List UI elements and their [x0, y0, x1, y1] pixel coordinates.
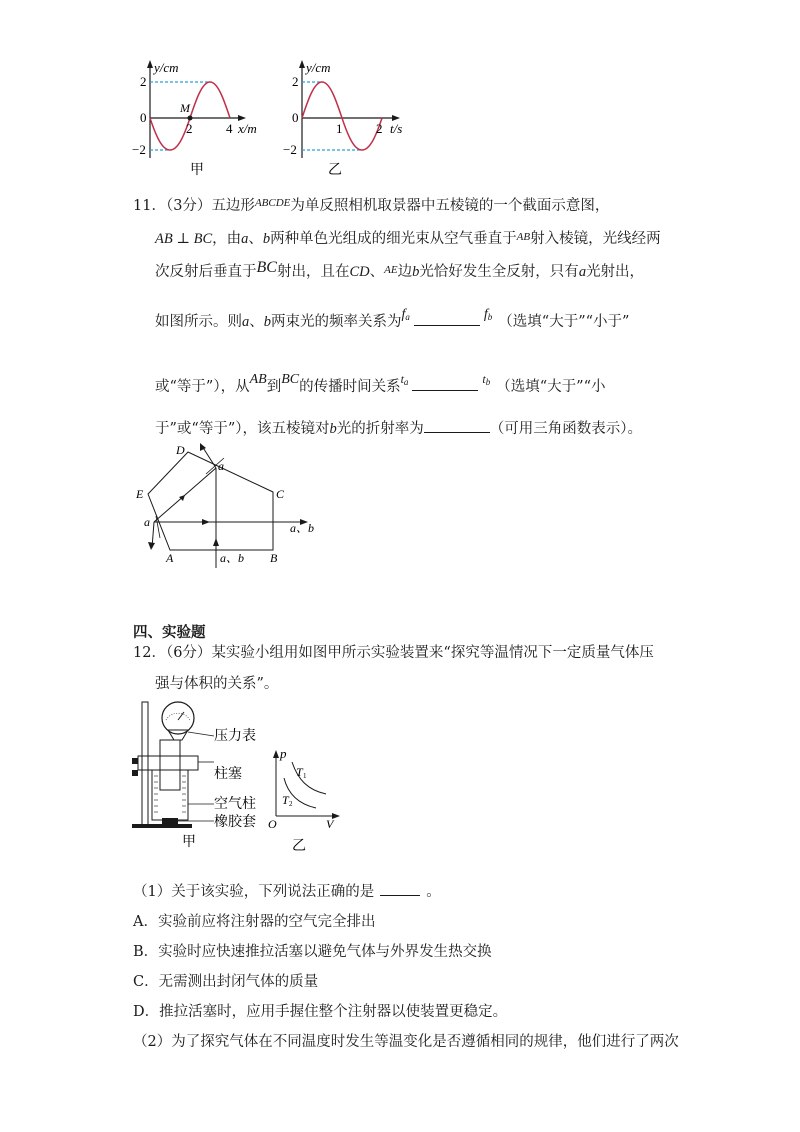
- label-d: D: [176, 443, 185, 457]
- tick-x-1: 1: [336, 121, 343, 136]
- label-a: A: [166, 551, 174, 565]
- tick-y-2: 2: [292, 74, 299, 89]
- q12-option-c: C．无需测出封闭气体的质量: [133, 974, 319, 990]
- tick-y-2: 2: [140, 74, 147, 89]
- q12-line2: 强与体积的关系”。: [155, 676, 279, 692]
- label-gauge: 压力表: [214, 729, 256, 744]
- exit-arrow-inner: [202, 519, 210, 525]
- tick-y-0: 0: [140, 110, 147, 125]
- syringe-barrel: [152, 770, 188, 820]
- escape-ray-top: [202, 446, 216, 468]
- x-label: x/m: [238, 121, 257, 136]
- label-plunger: 柱塞: [214, 767, 242, 782]
- label-c: C: [276, 487, 285, 501]
- label-t2: T: [282, 793, 289, 807]
- q11-line2: AB ⊥ BC，由a、b两种单色光组成的细光束从空气垂直于$^{AB}$射入棱镜，光线经两: [155, 231, 661, 247]
- gauge-pointer-line: [188, 732, 214, 736]
- stand-base: [132, 824, 192, 828]
- label-v: V: [326, 817, 334, 831]
- wave-curve: [302, 82, 382, 150]
- label-b: B: [270, 551, 278, 565]
- tick-y-neg2: −2: [283, 142, 297, 157]
- tick-x-2: 2: [186, 121, 193, 136]
- incident-arrow: [213, 538, 219, 546]
- q12-sub2: （2）为了探究气体在不同温度时发生等温变化是否遵循相同的规律，他们进行了两次: [133, 1034, 679, 1050]
- wave-figure-left: [130, 58, 270, 178]
- wave-figure-right: [280, 58, 420, 178]
- q11-line6: 于”或“等于”），该五棱镜对b光的折射率为 （可用三角函数表示）。: [155, 418, 642, 439]
- label-a-top: a: [218, 459, 224, 473]
- apparatus-figure: [128, 700, 268, 850]
- rubber-cap: [162, 818, 178, 824]
- q12-option-d: D．推拉活塞时，应用手握住整个注射器以使装置更稳定。: [133, 1004, 508, 1020]
- tick-x-4: 4: [226, 121, 233, 136]
- caption-yi: 乙: [292, 839, 306, 854]
- escape-arrow-left: [148, 542, 155, 550]
- q11-line1: 11．（3分）五边形$^{ABCDE}$为单反照相机取景器中五棱镜的一个截面示意图，: [133, 197, 610, 214]
- caption-jia: 甲: [182, 835, 196, 850]
- label-air: 空气柱: [214, 797, 256, 812]
- pv-figure: [266, 750, 346, 860]
- pentaprism-figure: [130, 440, 330, 575]
- caption-yi: 乙: [328, 163, 342, 178]
- pressure-gauge: [162, 702, 194, 734]
- point-m: [188, 116, 193, 121]
- y-label: y/cm: [306, 60, 331, 75]
- tick-x-2: 2: [376, 121, 383, 136]
- q12-option-a: A．实验前应将注射器的空气完全排出: [133, 914, 376, 930]
- q11-score: （3分）: [165, 198, 212, 214]
- plunger: [160, 740, 180, 790]
- q12-option-b: B．实验时应快速推拉活塞以避免气体与外界发生热交换: [133, 944, 492, 960]
- q11-line5: 或“等于”），从AB到BC的传播时间关系$^{ta}$ $^{tb}$ （选填“大于”“小: [155, 372, 606, 395]
- label-a-left: a: [144, 515, 150, 529]
- escape-arrow-top: [200, 443, 206, 451]
- caption-jia: 甲: [190, 163, 204, 178]
- section-title: 四、实验题: [133, 625, 206, 641]
- y-axis-arrow: [147, 60, 153, 68]
- y-axis-arrow: [299, 60, 305, 68]
- label-t1: T: [296, 765, 303, 779]
- q11-blank-frequency[interactable]: [414, 311, 480, 326]
- point-m-label: M: [180, 101, 190, 115]
- tick-y-neg2: −2: [132, 142, 146, 157]
- label-ab-right: a、b: [290, 521, 315, 535]
- y-label: y/cm: [154, 60, 179, 75]
- svg-text:2: 2: [289, 800, 293, 808]
- label-e: E: [136, 487, 144, 501]
- q11-number: 11．: [133, 198, 166, 214]
- stand-rod: [142, 702, 148, 826]
- label-ab-bottom: a、b: [220, 551, 245, 565]
- q12-line1: 12．（6分）某实验小组用如图甲所示实验装置来“探究等温情况下一定质量气体压: [133, 645, 654, 661]
- q12-score: （6分）: [165, 645, 212, 661]
- q11-blank-index[interactable]: [424, 418, 490, 433]
- svg-text:1: 1: [303, 772, 307, 780]
- label-p: p: [280, 750, 287, 761]
- label-o: O: [268, 817, 277, 831]
- q12-number: 12．: [133, 645, 166, 661]
- q12-blank-sub1[interactable]: [380, 881, 420, 896]
- q11-line4: 如图所示。则a、b两束光的频率关系为$f^a$ $f^b$ （选填“大于”“小于”: [155, 307, 630, 330]
- label-rubber: 橡胶套: [214, 815, 256, 830]
- x-label: t/s: [390, 121, 403, 136]
- q12-sub1: （1）关于该实验，下列说法正确的是 。: [133, 881, 441, 902]
- q11-blank-time[interactable]: [412, 376, 478, 391]
- pentagon-abcde: [148, 452, 273, 550]
- q11-line3: 次反射后垂直于BC射出，且在CD、$^{AE}$边b光恰好发生全反射，只有a光射出，: [155, 259, 645, 280]
- clamp: [138, 756, 198, 770]
- tick-y-0: 0: [292, 110, 299, 125]
